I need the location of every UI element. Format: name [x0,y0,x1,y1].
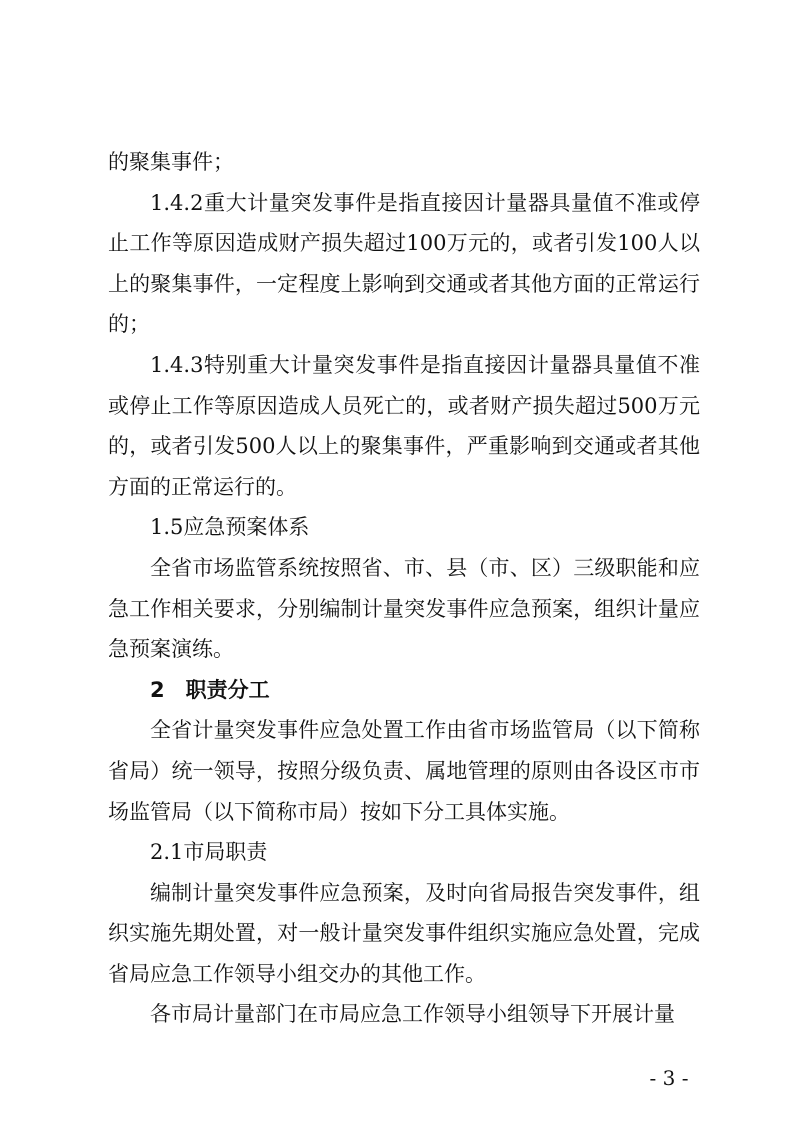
section-title-1-5: 1.5应急预案体系 [150,515,310,540]
paragraph-2-1-body: 编制计量突发事件应急预案，及时向省局报告突发事件，组织实施先期处置，对一般计量突发事件组织实施应急处置，完成省局应急工作领导小组交办的其他工作。 [108,880,700,986]
section-title-2-1: 2.1市局职责 [150,840,268,865]
paragraph-continuation: 的聚集事件； [108,150,234,174]
paragraph-1-5-body: 全省市场监管系统按照省、市、县（市、区）三级职能和应急工作相关要求，分别编制计量突发事件应急预案，组织计量应急预案演练。 [108,555,700,662]
paragraph-1-4-2: 1.4.2重大计量突发事件是指直接因计量器具量值不准或停止工作等原因造成财产损失超过100万元的，或者引发100人以上的聚集事件，一定程度上影响到交通或者其他方面的正常运行的； [108,190,700,337]
body-text [108,142,700,1035]
paragraph-2-1-body-continued: 各市局计量部门在市局应急工作领导小组领导下开展计量 [150,1002,675,1027]
paragraph-2-body: 全省计量突发事件应急处置工作由省市场监管局（以下简称省局）统一领导，按照分级负责、属地管理的原则由各设区市市场监管局（以下简称市局）按如下分工具体实施。 [108,718,700,824]
paragraph-1-4-3: 1.4.3特别重大计量突发事件是指直接因计量器具量值不准或停止工作等原因造成人员死亡的，或者财产损失超过500万元的，或者引发500人以上的聚集事件，严重影响到交通或者其他方面的正常运行的。 [108,352,700,499]
page-number: - 3 - [649,1066,689,1090]
section-heading-2: 2 职责分工 [150,677,270,702]
